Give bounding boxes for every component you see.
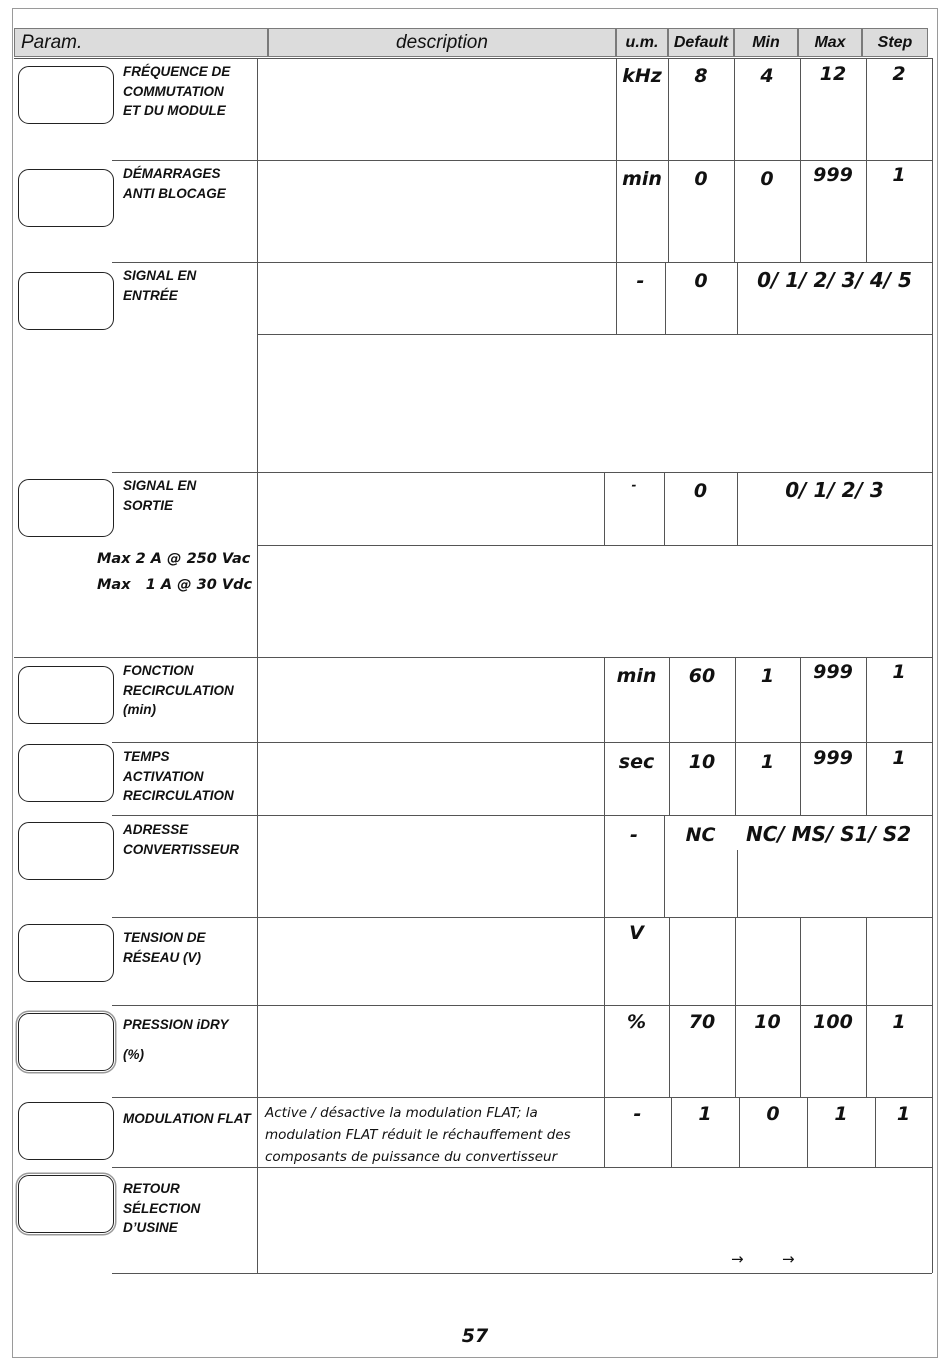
value-max: 100: [813, 1011, 853, 1033]
value-step: 1: [892, 1011, 906, 1033]
param-name-signal-sortie: SIGNAL EN SORTIE: [123, 478, 197, 513]
value-range: 0/ 1/ 2/ 3/ 4/ 5: [757, 268, 912, 292]
rule: [737, 850, 738, 917]
param-display-box: [18, 666, 114, 724]
rule: [257, 58, 258, 1273]
value-step: 1: [892, 164, 906, 186]
value-default: 8: [694, 65, 708, 87]
value-um: -: [633, 1103, 642, 1125]
value-um: min: [622, 168, 662, 190]
param-name-adresse: ADRESSE CONVERTISSEUR: [123, 822, 240, 857]
value-um: kHz: [622, 65, 662, 87]
value-max: 999: [813, 164, 853, 186]
param-name-temps: TEMPS ACTIVATION RECIRCULATION: [123, 749, 234, 803]
value-step: 2: [892, 63, 906, 85]
description-flat: Active / désactive la modulation FLAT; la modulation FLAT réduit le réchauffement des composants de puissance du convertisseur: [265, 1105, 571, 1165]
param-name-flat: MODULATION FLAT: [123, 1111, 251, 1126]
rule: [735, 917, 736, 1097]
param-display-box: [18, 1013, 114, 1071]
value-default: 60: [688, 665, 716, 687]
value-default: 1: [698, 1103, 712, 1125]
value-um: -: [631, 478, 637, 492]
value-default: NC: [685, 824, 716, 846]
rule: [604, 917, 605, 1097]
value-min: 0: [766, 1103, 780, 1125]
value-default: 10: [688, 751, 716, 773]
value-max: 12: [819, 63, 847, 85]
rule: [668, 58, 669, 262]
param-display-box: [18, 744, 114, 802]
param-display-box: [18, 1175, 114, 1233]
param-name-tension: TENSION DE RÉSEAU (V): [123, 930, 206, 965]
header-description: description: [268, 28, 616, 57]
rule: [734, 58, 735, 262]
value-step: 1: [892, 661, 906, 683]
value-default: 0: [694, 168, 708, 190]
param-name-demarrages: DÉMARRAGES ANTI BLOCAGE: [123, 166, 226, 201]
rule: [112, 262, 932, 263]
header-step: Step: [862, 28, 928, 57]
rule: [669, 917, 670, 1097]
value-default: 70: [688, 1011, 716, 1033]
value-range: NC/ MS/ S1/ S2: [746, 822, 912, 846]
param-display-box: [18, 1102, 114, 1160]
value-max: 1: [834, 1103, 848, 1125]
param-display-box: [18, 822, 114, 880]
rule: [257, 334, 932, 335]
rule: [112, 815, 932, 816]
rule: [14, 657, 932, 658]
rule: [112, 1005, 932, 1006]
arrow-right-icon: →: [731, 1250, 744, 1268]
rule: [866, 58, 867, 262]
value-um: -: [636, 270, 645, 292]
value-um: -: [630, 824, 638, 846]
value-um: min: [616, 665, 657, 687]
header-default: Default: [668, 28, 734, 57]
output-rating-note: Max 1 A @ 30 Vdc: [97, 577, 253, 593]
value-um: %: [626, 1011, 647, 1033]
param-display-box: [18, 924, 114, 982]
header-max: Max: [798, 28, 862, 57]
value-min: 4: [760, 65, 774, 87]
rule: [866, 917, 867, 1097]
value-default: 0: [693, 480, 708, 502]
value-default: 0: [694, 270, 708, 292]
value-um: sec: [618, 751, 655, 773]
rule: [112, 1273, 932, 1274]
param-display-box: [18, 169, 114, 227]
header-um: u.m.: [616, 28, 668, 57]
value-min: 0: [760, 168, 774, 190]
value-step: 1: [896, 1103, 911, 1125]
rule: [800, 58, 801, 262]
header-min: Min: [734, 28, 798, 57]
rule: [112, 160, 932, 161]
value-max: 999: [813, 661, 853, 683]
value-max: 999: [813, 747, 853, 769]
param-name-recirculation: FONCTION RECIRCULATION (min): [123, 663, 234, 717]
param-name-retour: RETOUR SÉLECTION D’USINE: [123, 1181, 201, 1235]
value-step: 1: [892, 747, 906, 769]
rule: [112, 742, 932, 743]
rule: [112, 1097, 932, 1098]
param-name-signal-entree: SIGNAL EN ENTRÉE: [123, 268, 197, 303]
rule: [257, 545, 932, 546]
value-min: 1: [760, 665, 775, 687]
rule: [112, 472, 932, 473]
page-number: 57: [461, 1325, 489, 1347]
arrow-right-icon: →: [782, 1250, 795, 1268]
param-display-box: [18, 479, 114, 537]
value-range: 0/ 1/ 2/ 3: [785, 478, 884, 502]
rule: [800, 917, 801, 1097]
value-um: V: [629, 922, 644, 944]
header-param: Param.: [14, 28, 268, 57]
param-display-box: [18, 272, 114, 330]
rule: [616, 58, 617, 262]
param-name-frequence: FRÉQUENCE DE COMMUTATION ET DU MODULE: [123, 64, 231, 118]
rule: [112, 917, 932, 918]
param-display-box: [18, 66, 114, 124]
param-name-pression: PRESSION iDRY (%): [123, 1017, 229, 1062]
value-min: 10: [754, 1011, 781, 1033]
rule: [14, 58, 932, 59]
value-min: 1: [760, 751, 775, 773]
rule: [932, 58, 933, 1273]
output-rating-note: Max 2 A @ 250 Vac: [97, 551, 251, 567]
